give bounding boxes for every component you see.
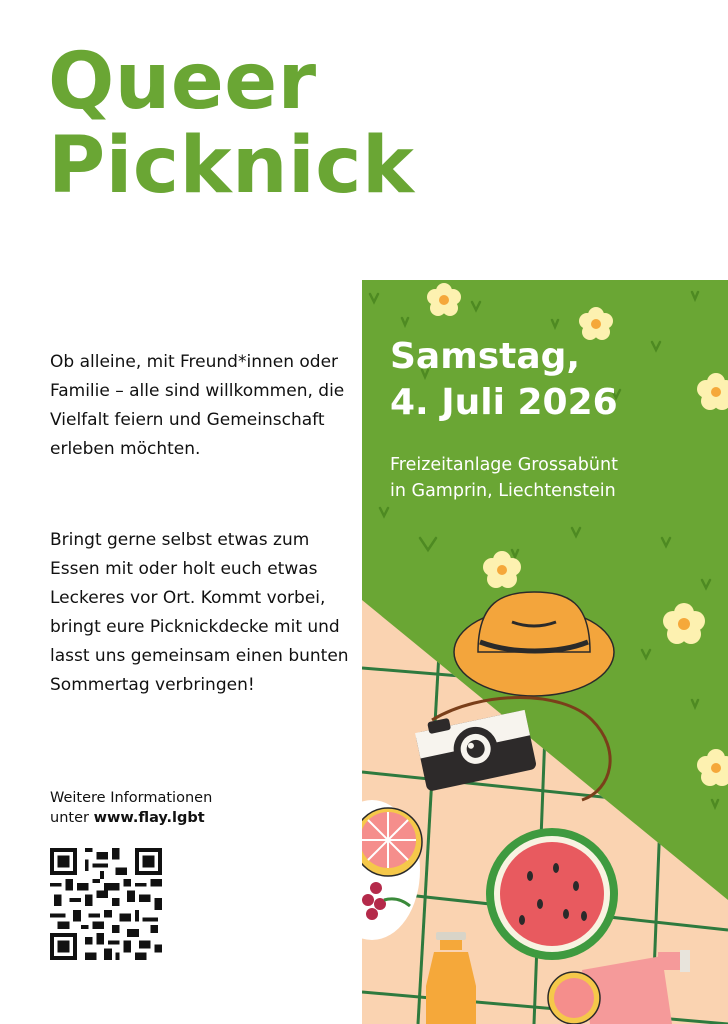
more-info-link-line — [50, 808, 310, 828]
event-venue-line-2: in Gamprin, Liechtenstein — [390, 481, 616, 501]
title-line-2: Picknick — [48, 121, 415, 211]
more-info — [50, 788, 310, 828]
more-info-label: Weitere Informationen — [50, 790, 213, 806]
event-date — [390, 334, 618, 426]
title-line-1: Queer — [48, 37, 317, 127]
event-date-line-1: Samstag, — [390, 336, 581, 377]
website-link[interactable]: www.flay.lgbt — [93, 810, 205, 826]
event-date-line-2: 4. Juli 2026 — [390, 382, 618, 423]
intro-paragraph: Ob alleine, mit Freund*innen oder Familie – alle sind willkommen, die Vielfalt feiern und Gemeinschaft erleben möchten. — [50, 352, 345, 459]
qr-code-icon[interactable] — [50, 848, 162, 960]
page-title — [48, 37, 415, 211]
event-venue — [390, 452, 618, 504]
more-info-unter: unter — [50, 810, 94, 826]
watermelon-icon — [486, 828, 618, 960]
cta-paragraph: Bringt gerne selbst etwas zum Essen mit oder holt euch etwas Leckeres vor Ort. Kommt vorbei, bringt eure Picknickdecke mit und lasst uns gemeinsam einen bunten Sommertag verbringen! — [50, 530, 349, 695]
event-venue-line-1: Freizeitanlage Grossabünt — [390, 455, 618, 475]
